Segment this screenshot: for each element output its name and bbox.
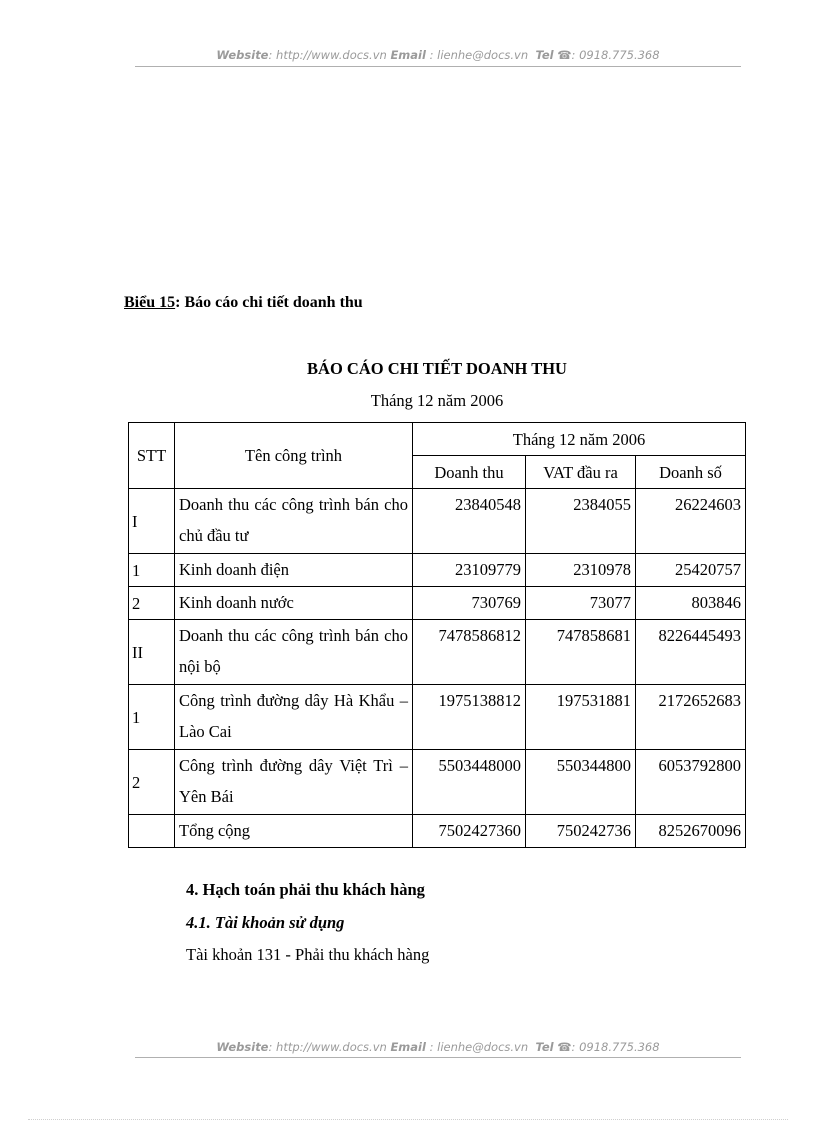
row-name: Tổng cộng — [175, 815, 413, 848]
row-stt: II — [129, 620, 175, 685]
report-title: BÁO CÁO CHI TIẾT DOANH THU — [307, 359, 567, 378]
table-total-row — [129, 815, 746, 848]
row-stt: I — [129, 489, 175, 554]
row-sales: 25420757 — [636, 554, 746, 587]
section-subheading: 4.1. Tài khoản sử dụng — [186, 913, 345, 932]
section-heading: 4. Hạch toán phải thu khách hàng — [186, 880, 425, 899]
row-stt: 2 — [129, 587, 175, 620]
page-header — [135, 48, 741, 62]
row-revenue: 1975138812 — [413, 685, 526, 750]
row-name: Doanh thu các công trình bán cho chủ đầu tư — [175, 489, 413, 554]
row-sales: 6053792800 — [636, 750, 746, 815]
footer-divider — [135, 1057, 741, 1058]
tel-value: : 0918.775.368 — [571, 1040, 660, 1054]
row-vat: 550344800 — [526, 750, 636, 815]
row-sales: 8226445493 — [636, 620, 746, 685]
row-name: Doanh thu các công trình bán cho nội bộ — [175, 620, 413, 685]
website-url[interactable]: : http://www.docs.vn — [268, 48, 387, 62]
row-vat: 750242736 — [526, 815, 636, 848]
table-row — [129, 554, 746, 587]
col-header-name: Tên công trình — [175, 423, 413, 489]
phone-icon: ☎ — [557, 48, 572, 62]
row-revenue: 730769 — [413, 587, 526, 620]
row-revenue: 23109779 — [413, 554, 526, 587]
col-header-vat: VAT đầu ra — [526, 456, 636, 489]
email-value[interactable]: : lienhe@docs.vn — [425, 48, 529, 62]
caption-text: : Báo cáo chi tiết doanh thu — [175, 294, 363, 311]
phone-icon: ☎ — [557, 1040, 572, 1054]
row-revenue: 7478586812 — [413, 620, 526, 685]
table-row — [129, 750, 746, 815]
col-header-stt: STT — [129, 423, 175, 489]
row-revenue: 7502427360 — [413, 815, 526, 848]
row-sales: 803846 — [636, 587, 746, 620]
table-row — [129, 489, 746, 554]
row-stt: 2 — [129, 750, 175, 815]
tel-value: : 0918.775.368 — [571, 48, 660, 62]
tel-label: Tel — [535, 48, 554, 62]
email-label: Email — [390, 48, 426, 62]
col-header-sales: Doanh số — [636, 456, 746, 489]
row-vat: 747858681 — [526, 620, 636, 685]
row-vat: 73077 — [526, 587, 636, 620]
website-label: Website — [216, 48, 269, 62]
row-name: Công trình đường dây Hà Khẩu – Lào Cai — [175, 685, 413, 750]
row-name: Công trình đường dây Việt Trì – Yên Bái — [175, 750, 413, 815]
section-body: Tài khoản 131 - Phải thu khách hàng — [186, 945, 430, 964]
row-stt: 1 — [129, 685, 175, 750]
col-header-month: Tháng 12 năm 2006 — [413, 423, 746, 456]
caption-label: Biểu 15 — [124, 294, 176, 311]
row-revenue: 23840548 — [413, 489, 526, 554]
figure-caption — [124, 294, 363, 312]
row-stt — [129, 815, 175, 848]
row-revenue: 5503448000 — [413, 750, 526, 815]
revenue-table — [128, 422, 746, 848]
table-row — [129, 620, 746, 685]
page-edge-divider — [28, 1119, 788, 1120]
website-url[interactable]: : http://www.docs.vn — [268, 1040, 387, 1054]
row-sales: 8252670096 — [636, 815, 746, 848]
row-stt: 1 — [129, 554, 175, 587]
email-label: Email — [390, 1040, 426, 1054]
table-row — [129, 685, 746, 750]
page-footer — [135, 1040, 741, 1054]
table-row — [129, 587, 746, 620]
row-sales: 2172652683 — [636, 685, 746, 750]
row-name: Kinh doanh điện — [175, 554, 413, 587]
report-subtitle: Tháng 12 năm 2006 — [370, 391, 504, 410]
website-label: Website — [216, 1040, 269, 1054]
row-name: Kinh doanh nước — [175, 587, 413, 620]
header-divider — [135, 66, 741, 67]
tel-label: Tel — [535, 1040, 554, 1054]
col-header-revenue: Doanh thu — [413, 456, 526, 489]
row-vat: 2384055 — [526, 489, 636, 554]
row-vat: 197531881 — [526, 685, 636, 750]
email-value[interactable]: : lienhe@docs.vn — [425, 1040, 529, 1054]
row-sales: 26224603 — [636, 489, 746, 554]
row-vat: 2310978 — [526, 554, 636, 587]
